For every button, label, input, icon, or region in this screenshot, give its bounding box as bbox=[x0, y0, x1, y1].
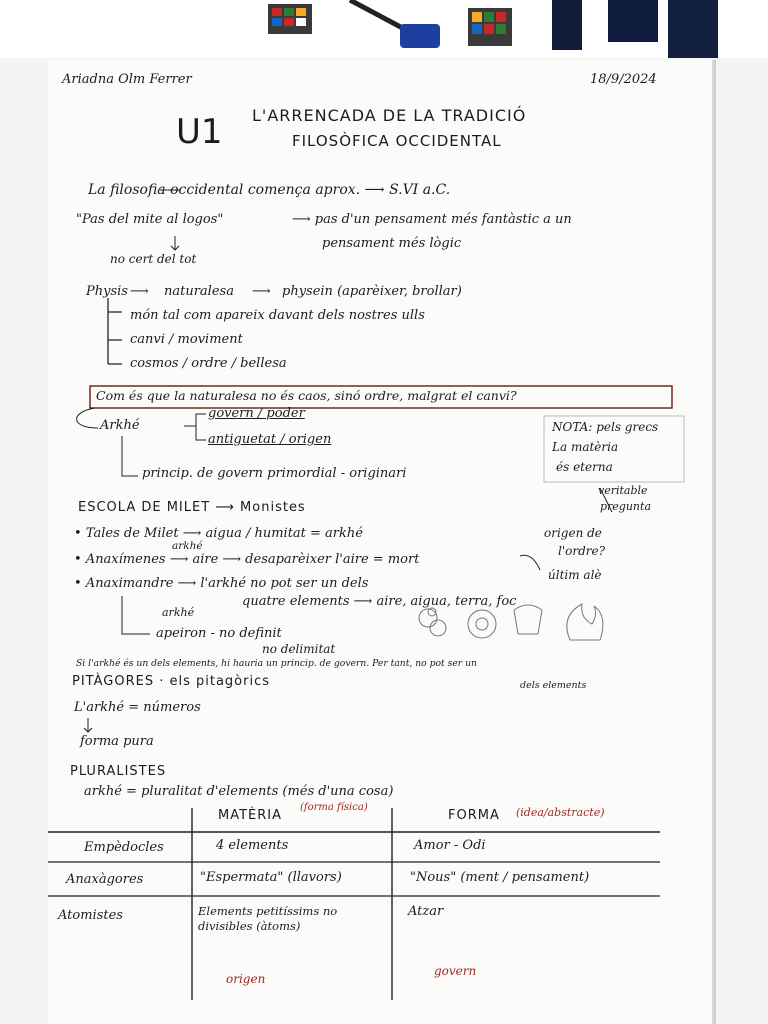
apeiron-arkhe: arkhé bbox=[162, 606, 195, 619]
no-delimitat: no delimitat bbox=[262, 642, 336, 656]
table-foot-govern: govern bbox=[434, 964, 477, 978]
side-note-ordre: l'ordre? bbox=[558, 544, 606, 558]
physis-item: món tal com apareix davant dels nostres ulls bbox=[130, 308, 425, 323]
arkhe-princip: princip. de govern primordial - originari bbox=[142, 466, 407, 481]
side-note-veritable: veritable bbox=[598, 484, 648, 497]
title-line-2: FILOSÒFICA OCCIDENTAL bbox=[292, 132, 502, 150]
table-col-materia-note: (forma física) bbox=[300, 802, 368, 813]
table-row-name: Empèdocles bbox=[84, 840, 164, 855]
milet-arkhe-small: arkhé bbox=[172, 540, 203, 552]
question-text: Com és que la naturalesa no és caos, sinó ordre, malgrat el canvi? bbox=[96, 388, 517, 403]
table-col-forma: FORMA bbox=[448, 808, 500, 823]
table-col-forma-note: (idea/abstracte) bbox=[516, 806, 605, 819]
pas-pensament-2: pensament més lògic bbox=[322, 236, 462, 251]
table-row-materia: "Espermata" (llavors) bbox=[200, 870, 342, 885]
physis-item: cosmos / ordre / bellesa bbox=[130, 356, 287, 371]
arkhe-origen: antiguetat / origen bbox=[208, 432, 332, 447]
pitagores-arkhe: L'arkhé = números bbox=[74, 700, 201, 715]
nota-line-1: NOTA: pels grecs bbox=[552, 420, 659, 434]
side-note-pregunta: pregunta bbox=[600, 500, 651, 513]
unit-number: U1 bbox=[176, 112, 223, 152]
milet-anaximenes: • Anaxímenes ⟶ aire ⟶ desaparèixer l'aire = mort bbox=[74, 552, 420, 567]
physis-label: Physis bbox=[86, 284, 128, 299]
milet-anaximandre: • Anaximandre ⟶ l'arkhé no pot ser un dels bbox=[74, 576, 369, 591]
pas-mite-logos: "Pas del mite al logos" bbox=[76, 212, 224, 227]
arkhe-label: Arkhé bbox=[100, 418, 140, 433]
table-row-materia: 4 elements bbox=[216, 838, 289, 853]
four-elements-doodles bbox=[419, 604, 603, 640]
date: 18/9/2024 bbox=[590, 72, 657, 87]
intro-line: La filosofia occidental comença aprox. ⟶ S.VI a.C. bbox=[88, 182, 451, 198]
arkhe-govern: govern / poder bbox=[208, 406, 305, 421]
milet-conclusion: Si l'arkhé és un dels elements, hi hauria un princip. de govern. Per tant, no pot ser un bbox=[76, 658, 477, 669]
physis-item: canvi / moviment bbox=[130, 332, 243, 347]
milet-tales: • Tales de Milet ⟶ aigua / humitat = arkhé bbox=[74, 526, 363, 541]
pas-pensament: ⟶ pas d'un pensament més fantàstic a un bbox=[292, 212, 572, 227]
table-row-forma: "Nous" (ment / pensament) bbox=[410, 870, 590, 885]
physis-arrow-2: ⟶ bbox=[252, 284, 271, 299]
table-foot-origen: origen bbox=[226, 972, 266, 986]
author-name: Ariadna Olm Ferrer bbox=[62, 72, 192, 87]
physis-physein: physein (aparèixer, brollar) bbox=[282, 284, 462, 299]
pluralistes-line: arkhé = pluralitat d'elements (més d'una cosa) bbox=[84, 784, 394, 799]
side-note-origen: origen de bbox=[544, 526, 602, 540]
nota-line-3: és eterna bbox=[556, 460, 613, 474]
pitagores-forma: forma pura bbox=[80, 734, 154, 749]
nota-line-2: La matèria bbox=[552, 440, 619, 454]
milet-conclusion-2: dels elements bbox=[520, 680, 587, 691]
no-cert: no cert del tot bbox=[110, 252, 197, 266]
table-row-forma: Amor - Odi bbox=[414, 838, 486, 853]
table-row-materia: Elements petitíssims no divisibles (àtoms) bbox=[198, 904, 338, 933]
side-note-ultim: últim alè bbox=[548, 568, 602, 582]
milet-anaximandre-2: quatre elements ⟶ aire, aigua, terra, foc bbox=[242, 594, 517, 609]
pluralistes-heading: PLURALISTES bbox=[70, 764, 167, 779]
pitagores-heading: PITÀGORES · els pitagòrics bbox=[72, 674, 270, 689]
physis-naturalesa: naturalesa bbox=[164, 284, 234, 299]
table-col-materia: MATÈRIA bbox=[218, 808, 283, 823]
title-line-1: L'ARRENCADA DE LA TRADICIÓ bbox=[252, 106, 527, 125]
physis-arrow: ⟶ bbox=[130, 284, 149, 299]
apeiron: apeiron - no definit bbox=[156, 626, 282, 641]
milet-heading: ESCOLA DE MILET ⟶ Monistes bbox=[78, 500, 306, 515]
table-row-name: Atomistes bbox=[58, 908, 123, 923]
table-row-name: Anaxàgores bbox=[66, 872, 144, 887]
table-row-forma: Atzar bbox=[408, 904, 444, 919]
